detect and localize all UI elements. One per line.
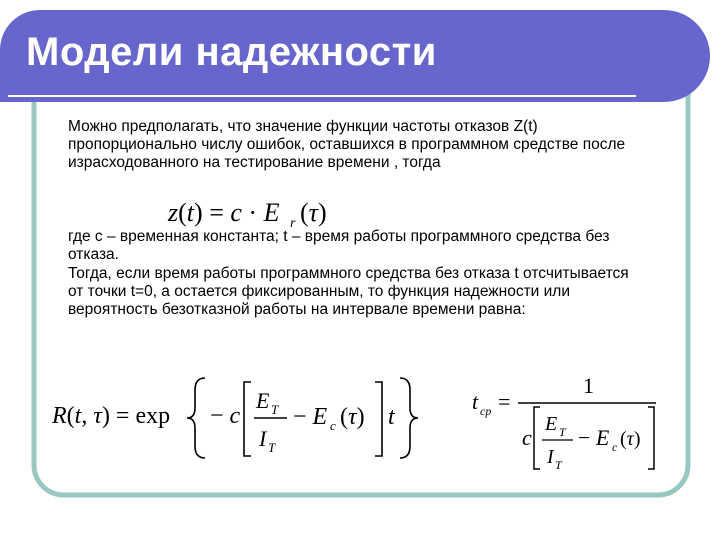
svg-text:z(t) = c · E: z(t) = c · E bbox=[168, 198, 280, 227]
svg-text:T: T bbox=[555, 458, 562, 472]
paragraph-reliability-definition: Тогда, если время работы программного средства без отказа t отсчитывается от точки t=0, а остается фиксированным, то функция надежности или вероятность безотказной работы на интервале времени равна: bbox=[68, 265, 629, 318]
svg-text:− E: − E bbox=[293, 404, 328, 430]
svg-text:=: = bbox=[498, 389, 511, 414]
svg-text:c: c bbox=[522, 425, 532, 450]
svg-text:c: c bbox=[612, 440, 618, 454]
svg-text:− c: − c bbox=[210, 403, 241, 429]
svg-text:E: E bbox=[545, 413, 558, 435]
svg-text:T: T bbox=[559, 425, 566, 439]
slide-title: Модели надежности bbox=[26, 30, 437, 74]
svg-text:I: I bbox=[259, 426, 267, 451]
svg-text:c: c bbox=[330, 418, 336, 433]
svg-text:r: r bbox=[290, 216, 296, 231]
svg-text:t: t bbox=[388, 404, 395, 430]
svg-text:t: t bbox=[472, 389, 479, 414]
svg-text:− E: − E bbox=[578, 425, 610, 450]
svg-text:cp: cp bbox=[480, 404, 492, 418]
svg-text:(τ): (τ) bbox=[340, 404, 365, 430]
svg-text:E: E bbox=[256, 388, 270, 413]
svg-text:T: T bbox=[271, 402, 279, 417]
formula-mean-time bbox=[472, 373, 656, 472]
formula-failure-rate bbox=[167, 198, 327, 231]
formula-reliability bbox=[51, 378, 418, 458]
svg-text:(τ): (τ) bbox=[620, 428, 641, 450]
svg-text:R(t, τ) = exp: R(t, τ) = exp bbox=[52, 403, 171, 429]
svg-text:(τ): (τ) bbox=[300, 198, 327, 227]
paragraph-intro: Можно предполагать, что значение функции частоты отказов Z(t) пропорционально числу ошибок, оставшихся в программном средстве после израсходованного на тестирование времени , тогда bbox=[68, 118, 626, 171]
paragraph-constant-definition: где c – временная константа; t – время работы программного средства без отказа. bbox=[68, 228, 610, 263]
svg-text:I: I bbox=[547, 446, 554, 468]
svg-text:1: 1 bbox=[583, 373, 594, 398]
svg-text:T: T bbox=[268, 440, 276, 455]
